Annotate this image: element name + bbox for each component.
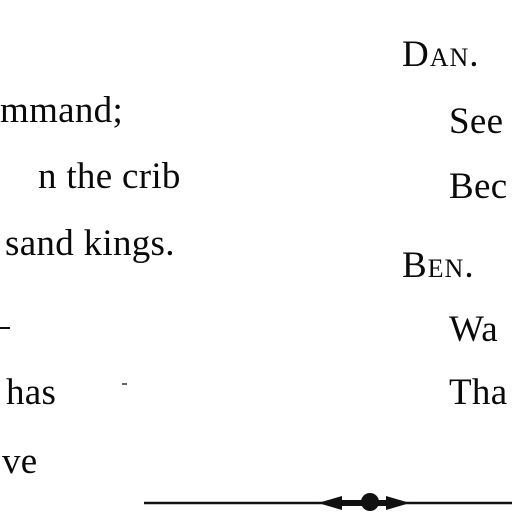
speaker-dan: Dan.: [402, 34, 480, 75]
right-line-1: See: [449, 101, 504, 142]
right-line-2: Bec: [449, 166, 508, 207]
left-line-4: has: [6, 372, 57, 413]
left-line-2: n the crib: [38, 156, 181, 197]
truncated-dash: [0, 327, 10, 329]
right-line-4: Tha: [449, 372, 508, 413]
ink-speck: [122, 383, 127, 385]
left-line-3: sand kings.: [5, 223, 175, 264]
left-line-5: ve: [2, 441, 38, 482]
scroll-divider-ornament: [140, 492, 512, 512]
left-line-1: mmand;: [0, 90, 124, 131]
speaker-ben: Ben.: [402, 245, 475, 286]
right-line-3: Wa: [449, 309, 498, 350]
